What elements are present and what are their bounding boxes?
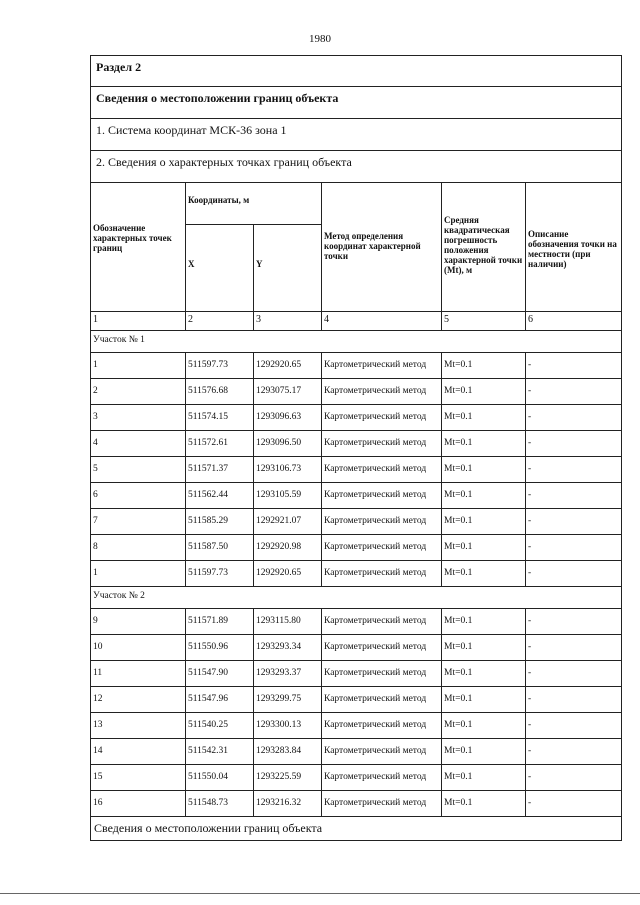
cell-coord-y: 1293293.34 (253, 635, 321, 660)
header-method: Метод определения координат характерной точки (321, 183, 441, 311)
header-error: Средняя квадратическая погрешность положения характерной точки (Mt), м (441, 183, 525, 311)
parcel-title: Участок № 2 (90, 587, 622, 609)
cell-description: - (525, 509, 621, 534)
cell-method: Картометрический метод (321, 509, 441, 534)
cell-coord-x: 511547.96 (185, 687, 253, 712)
cell-coord-x: 511576.68 (185, 379, 253, 404)
cell-coord-y: 1293096.63 (253, 405, 321, 430)
cell-description: - (525, 661, 621, 686)
cell-error: Mt=0.1 (441, 379, 525, 404)
parcels-body (90, 331, 622, 817)
cell-method: Картометрический метод (321, 483, 441, 508)
cell-coord-x: 511574.15 (185, 405, 253, 430)
cell-method: Картометрический метод (321, 457, 441, 482)
cell-method: Картометрический метод (321, 353, 441, 378)
cell-point-id: 14 (93, 746, 103, 756)
cell-coord-y: 1293283.84 (253, 739, 321, 764)
footer-heading: Сведения о местоположении границ объекта (90, 817, 622, 841)
cell-error: Mt=0.1 (441, 661, 525, 686)
cell-method: Картометрический метод (321, 405, 441, 430)
col-number: 2 (185, 312, 253, 330)
cell-method: Картометрический метод (321, 687, 441, 712)
col-number: 4 (321, 312, 441, 330)
cell-error: Mt=0.1 (441, 353, 525, 378)
cell-coord-y: 1293096.50 (253, 431, 321, 456)
section-title: Раздел 2 (90, 55, 622, 87)
cell-coord-x: 511571.37 (185, 457, 253, 482)
cell-description: - (525, 457, 621, 482)
cell-point-id: 8 (93, 542, 98, 552)
cell-description: - (525, 765, 621, 790)
cell-coord-x: 511550.04 (185, 765, 253, 790)
table-row (90, 353, 622, 379)
cell-coord-y: 1293075.17 (253, 379, 321, 404)
cell-point-id: 9 (93, 616, 98, 626)
heading: Сведения о местоположении границ объекта (90, 87, 622, 119)
cell-point-id: 4 (93, 438, 98, 448)
cell-coord-y: 1293300.13 (253, 713, 321, 738)
cell-coord-y: 1292920.65 (253, 353, 321, 378)
cell-error: Mt=0.1 (441, 483, 525, 508)
cell-coord-x: 511597.73 (185, 561, 253, 586)
cell-point-id: 6 (93, 490, 98, 500)
cell-error: Mt=0.1 (441, 635, 525, 660)
cell-description: - (525, 483, 621, 508)
cell-coord-x: 511548.73 (185, 791, 253, 816)
coord-system: 1. Система координат МСК-36 зона 1 (90, 119, 622, 151)
cell-description: - (525, 353, 621, 378)
cell-error: Mt=0.1 (441, 713, 525, 738)
cell-error: Mt=0.1 (441, 765, 525, 790)
table-row (90, 561, 622, 587)
col-number: 6 (525, 312, 621, 330)
cell-point-id: 5 (93, 464, 98, 474)
table-row (90, 635, 622, 661)
cell-description: - (525, 635, 621, 660)
cell-coord-x: 511587.50 (185, 535, 253, 560)
cell-coord-x: 511585.29 (185, 509, 253, 534)
cell-description: - (525, 379, 621, 404)
cell-point-id: 7 (93, 516, 98, 526)
cell-point-id: 16 (93, 798, 103, 808)
cell-point-id: 10 (93, 642, 103, 652)
cell-error: Mt=0.1 (441, 609, 525, 634)
parcel-title: Участок № 1 (90, 331, 622, 353)
cell-method: Картометрический метод (321, 635, 441, 660)
cell-method: Картометрический метод (321, 535, 441, 560)
table-row (90, 483, 622, 509)
cell-method: Картометрический метод (321, 791, 441, 816)
cell-error: Mt=0.1 (441, 457, 525, 482)
table-row (90, 739, 622, 765)
cell-error: Mt=0.1 (441, 509, 525, 534)
table-row (90, 457, 622, 483)
cell-point-id: 15 (93, 772, 103, 782)
cell-description: - (525, 561, 621, 586)
header-coordinates: Координаты, м (185, 183, 321, 225)
column-numbers-row (90, 312, 622, 331)
col-number: 1 (93, 314, 98, 325)
cell-coord-x: 511562.44 (185, 483, 253, 508)
col-number: 3 (253, 312, 321, 330)
document-table (90, 55, 622, 841)
cell-coord-x: 511597.73 (185, 353, 253, 378)
cell-point-id: 13 (93, 720, 103, 730)
points-heading: 2. Сведения о характерных точках границ объекта (90, 151, 622, 183)
cell-method: Картометрический метод (321, 431, 441, 456)
cell-coord-y: 1293105.59 (253, 483, 321, 508)
cell-description: - (525, 609, 621, 634)
cell-point-id: 1 (93, 360, 98, 370)
cell-coord-y: 1293299.75 (253, 687, 321, 712)
cell-error: Mt=0.1 (441, 535, 525, 560)
cell-description: - (525, 687, 621, 712)
page-bottom-rule (0, 893, 640, 894)
table-row (90, 687, 622, 713)
cell-method: Картометрический метод (321, 609, 441, 634)
cell-coord-x: 511572.61 (185, 431, 253, 456)
cell-description: - (525, 431, 621, 456)
page-number: 1980 (309, 33, 331, 45)
cell-coord-x: 511547.90 (185, 661, 253, 686)
table-row (90, 379, 622, 405)
cell-method: Картометрический метод (321, 661, 441, 686)
cell-description: - (525, 713, 621, 738)
table-header (90, 183, 622, 312)
cell-coord-x: 511540.25 (185, 713, 253, 738)
cell-coord-x: 511542.31 (185, 739, 253, 764)
cell-coord-y: 1293106.73 (253, 457, 321, 482)
table-row (90, 609, 622, 635)
cell-coord-y: 1293115.80 (253, 609, 321, 634)
cell-description: - (525, 739, 621, 764)
header-x: X (185, 225, 253, 311)
cell-point-id: 3 (93, 412, 98, 422)
cell-coord-x: 511550.96 (185, 635, 253, 660)
table-row (90, 765, 622, 791)
cell-error: Mt=0.1 (441, 739, 525, 764)
table-row (90, 535, 622, 561)
cell-method: Картометрический метод (321, 765, 441, 790)
cell-coord-y: 1292921.07 (253, 509, 321, 534)
table-row (90, 661, 622, 687)
cell-coord-y: 1292920.65 (253, 561, 321, 586)
cell-coord-y: 1293293.37 (253, 661, 321, 686)
cell-point-id: 12 (93, 694, 103, 704)
header-point-label: Обозначение характерных точек границ (93, 223, 172, 253)
cell-error: Mt=0.1 (441, 561, 525, 586)
cell-description: - (525, 791, 621, 816)
header-y: Y (253, 225, 321, 311)
cell-point-id: 11 (93, 668, 103, 678)
table-row (90, 431, 622, 457)
table-row (90, 509, 622, 535)
header-description: Описание обозначения точки на местности (при наличии) (525, 183, 621, 311)
cell-coord-y: 1293225.59 (253, 765, 321, 790)
cell-coord-x: 511571.89 (185, 609, 253, 634)
table-row (90, 791, 622, 817)
col-number: 5 (441, 312, 525, 330)
cell-method: Картометрический метод (321, 739, 441, 764)
cell-error: Mt=0.1 (441, 431, 525, 456)
cell-description: - (525, 405, 621, 430)
table-row (90, 405, 622, 431)
cell-method: Картометрический метод (321, 561, 441, 586)
cell-method: Картометрический метод (321, 713, 441, 738)
cell-coord-y: 1292920.98 (253, 535, 321, 560)
table-row (90, 713, 622, 739)
cell-description: - (525, 535, 621, 560)
cell-error: Mt=0.1 (441, 687, 525, 712)
cell-error: Mt=0.1 (441, 405, 525, 430)
cell-point-id: 1 (93, 568, 98, 578)
cell-coord-y: 1293216.32 (253, 791, 321, 816)
cell-method: Картометрический метод (321, 379, 441, 404)
cell-error: Mt=0.1 (441, 791, 525, 816)
cell-point-id: 2 (93, 386, 98, 396)
